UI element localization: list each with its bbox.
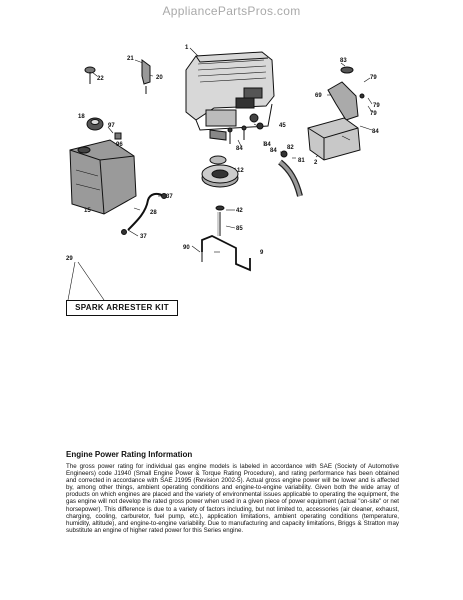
- label-84-c: 84: [270, 148, 277, 154]
- label-69: 69: [315, 93, 322, 99]
- label-85: 85: [236, 226, 243, 232]
- bolt-pin: [85, 67, 95, 84]
- gas-cap: [87, 118, 103, 130]
- spark-arrester-kit-box: SPARK ARRESTER KIT: [66, 300, 178, 316]
- label-37-bottom: 37: [140, 234, 147, 240]
- exhaust-pipe: [280, 151, 300, 196]
- label-79-a: 79: [370, 75, 377, 81]
- label-28: 28: [150, 210, 157, 216]
- label-79-c: 79: [370, 111, 377, 117]
- bolt-85: [216, 206, 224, 236]
- bracket-rod: [202, 236, 250, 270]
- label-96: 96: [116, 142, 123, 148]
- label-83: 83: [340, 58, 347, 64]
- label-22: 22: [97, 76, 104, 82]
- label-15: 15: [84, 208, 91, 214]
- label-84-b: 84: [264, 142, 271, 148]
- label-84-d: 84: [372, 129, 379, 135]
- label-1: 1: [185, 45, 189, 51]
- watermark: AppliancePartsPros.com: [162, 4, 301, 18]
- label-90: 90: [183, 245, 190, 251]
- filter: [115, 133, 121, 139]
- label-9: 9: [260, 250, 264, 256]
- fuel-tank: [70, 140, 136, 214]
- engine-power-paragraph: The gross power rating for individual gas engine models is labeled in accordance with SAE (Society of Automotive Engineers) code J1940 (Small Engine Power & Torque Rating Procedure), and rating performance has been obtained and corrected in accordance with SAE J1995 (Revision 2002-5). Actual gross engine power will be lower and is affected by, among other things, ambient operating conditions and engine-to-engine variability. Given both the wide array of products on which engines are placed and the variety of environmental issues applicable to operating the equipment, the gas engine will not develop the rated gross power when used in a given piece of power equipment (actual "on-site" or net horsepower). This difference is due to a variety of factors including, but not limited to, accessories (air cleaner, exhaust, charging, cooling, carburetor, fuel pump, etc.), application limitations, ambient operating conditions (temperature, humidity, altitude), and engine-to-engine variability. Due to manufacturing and capacity limitations, Briggs & Stratton may substitute an engine of higher rated power for this Series engine.: [66, 463, 399, 534]
- label-84-a: 84: [236, 146, 243, 152]
- label-81: 81: [298, 158, 305, 164]
- exhaust-elbow: [328, 82, 364, 120]
- label-79-b: 79: [373, 103, 380, 109]
- gasket: [341, 67, 353, 73]
- label-21: 21: [127, 56, 134, 62]
- label-29: 29: [66, 256, 73, 262]
- label-82: 82: [287, 145, 294, 151]
- label-97: 97: [108, 123, 115, 129]
- bolt-45: [257, 123, 263, 129]
- muffler: [308, 118, 360, 160]
- section-title: Engine Power Rating Information: [66, 450, 193, 459]
- label-45: 45: [279, 123, 286, 129]
- pulley: [202, 156, 238, 187]
- choke-bracket: [142, 60, 150, 94]
- label-42: 42: [236, 208, 243, 214]
- label-12: 12: [237, 168, 244, 174]
- label-20: 20: [156, 75, 163, 81]
- label-37-top: 37: [166, 194, 173, 200]
- label-2: 2: [314, 160, 318, 166]
- fuel-line: [128, 194, 164, 230]
- bolts-84: [228, 126, 246, 144]
- label-18: 18: [78, 114, 85, 120]
